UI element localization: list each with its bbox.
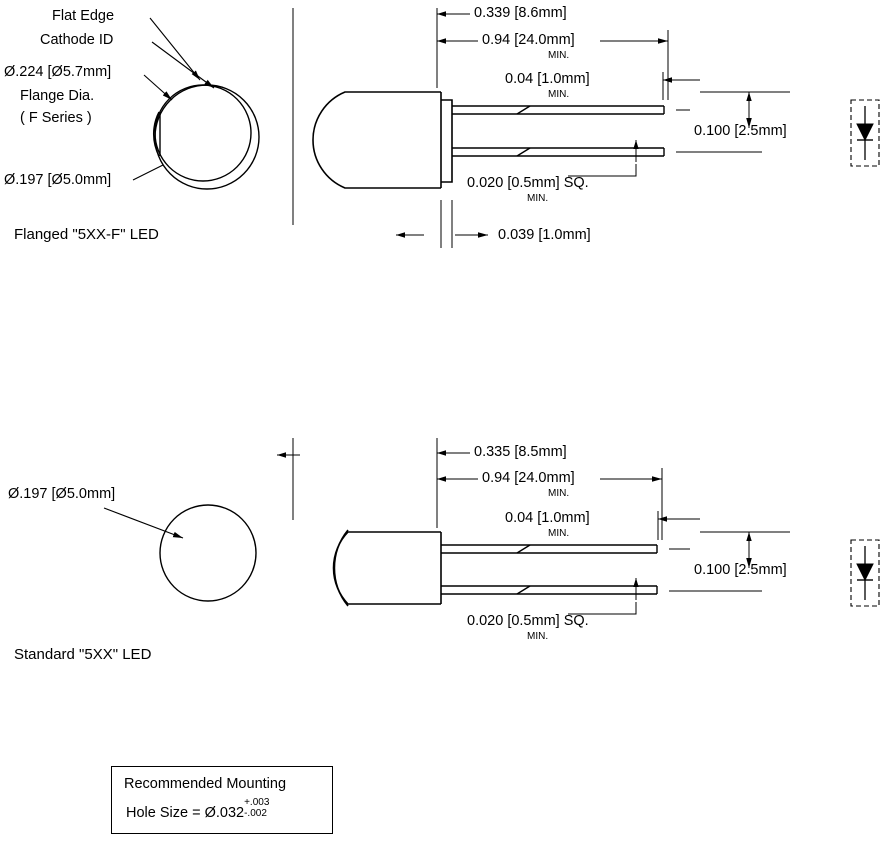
label-cathode-id: Cathode ID — [40, 32, 114, 48]
note-hole-size-text: Hole Size = Ø.032 — [126, 805, 245, 821]
dim-top-lead-square: 0.020 [0.5mm] SQ. — [467, 175, 589, 191]
dim-top-lead-clearance-note: MIN. — [548, 89, 570, 100]
dim-bottom-lead-clearance: 0.04 [1.0mm] — [505, 510, 590, 526]
dim-bottom-lead-length-note: MIN. — [548, 488, 570, 499]
dim-top-lead-length: 0.94 [24.0mm] — [482, 32, 575, 48]
dim-bottom-lead-square: 0.020 [0.5mm] SQ. — [467, 613, 589, 629]
dim-top-lead-clearance: 0.04 [1.0mm] — [505, 71, 590, 87]
label-top-body-diameter: Ø.197 [Ø5.0mm] — [4, 172, 112, 188]
dim-top-height: 0.339 [8.6mm] — [474, 5, 567, 21]
label-flange-series: ( F Series ) — [20, 110, 92, 126]
recommended-mounting-note-box — [111, 766, 333, 834]
title-flanged-led: Flanged "5XX-F" LED — [14, 226, 159, 243]
leader-flat-edge — [150, 18, 200, 80]
bottom-side-view — [334, 530, 657, 606]
label-bottom-body-diameter: Ø.197 [Ø5.0mm] — [8, 486, 116, 502]
dim-bottom-lead-spacing: 0.100 [2.5mm] — [694, 562, 787, 578]
top-schematic-symbol — [851, 100, 879, 166]
title-standard-led: Standard "5XX" LED — [14, 646, 152, 663]
leader-cathode-id — [152, 42, 214, 88]
dim-bottom-height: 0.335 [8.5mm] — [474, 444, 567, 460]
leader-body-dia — [133, 165, 163, 180]
bottom-circle-topview — [160, 505, 256, 601]
note-tolerance-plus: +.003 — [244, 797, 270, 808]
note-line-2 — [126, 797, 278, 821]
note-tolerance-minus: -.002 — [244, 808, 267, 819]
label-flange-diameter-caption: Flange Dia. — [20, 88, 95, 104]
top-side-view — [313, 92, 664, 188]
dim-top-lead-length-note: MIN. — [548, 50, 570, 61]
dim-top-lead-spacing: 0.100 [2.5mm] — [694, 123, 787, 139]
label-flange-diameter-value: Ø.224 [Ø5.7mm] — [4, 64, 112, 80]
leader-flange-dia — [144, 75, 172, 100]
dim-bottom-lead-clearance-note: MIN. — [548, 528, 570, 539]
dim-bottom-lead-length: 0.94 [24.0mm] — [482, 470, 575, 486]
top-flange-topview — [154, 85, 259, 189]
dim-bottom-lead-square-note: MIN. — [527, 631, 549, 642]
dim-top-flange-thickness: 0.039 [1.0mm] — [498, 227, 591, 243]
label-flat-edge: Flat Edge — [52, 8, 115, 24]
bottom-schematic-symbol — [851, 540, 879, 606]
dim-top-lead-square-note: MIN. — [527, 193, 549, 204]
note-tolerance — [244, 797, 278, 819]
note-line-1: Recommended Mounting — [124, 776, 287, 792]
